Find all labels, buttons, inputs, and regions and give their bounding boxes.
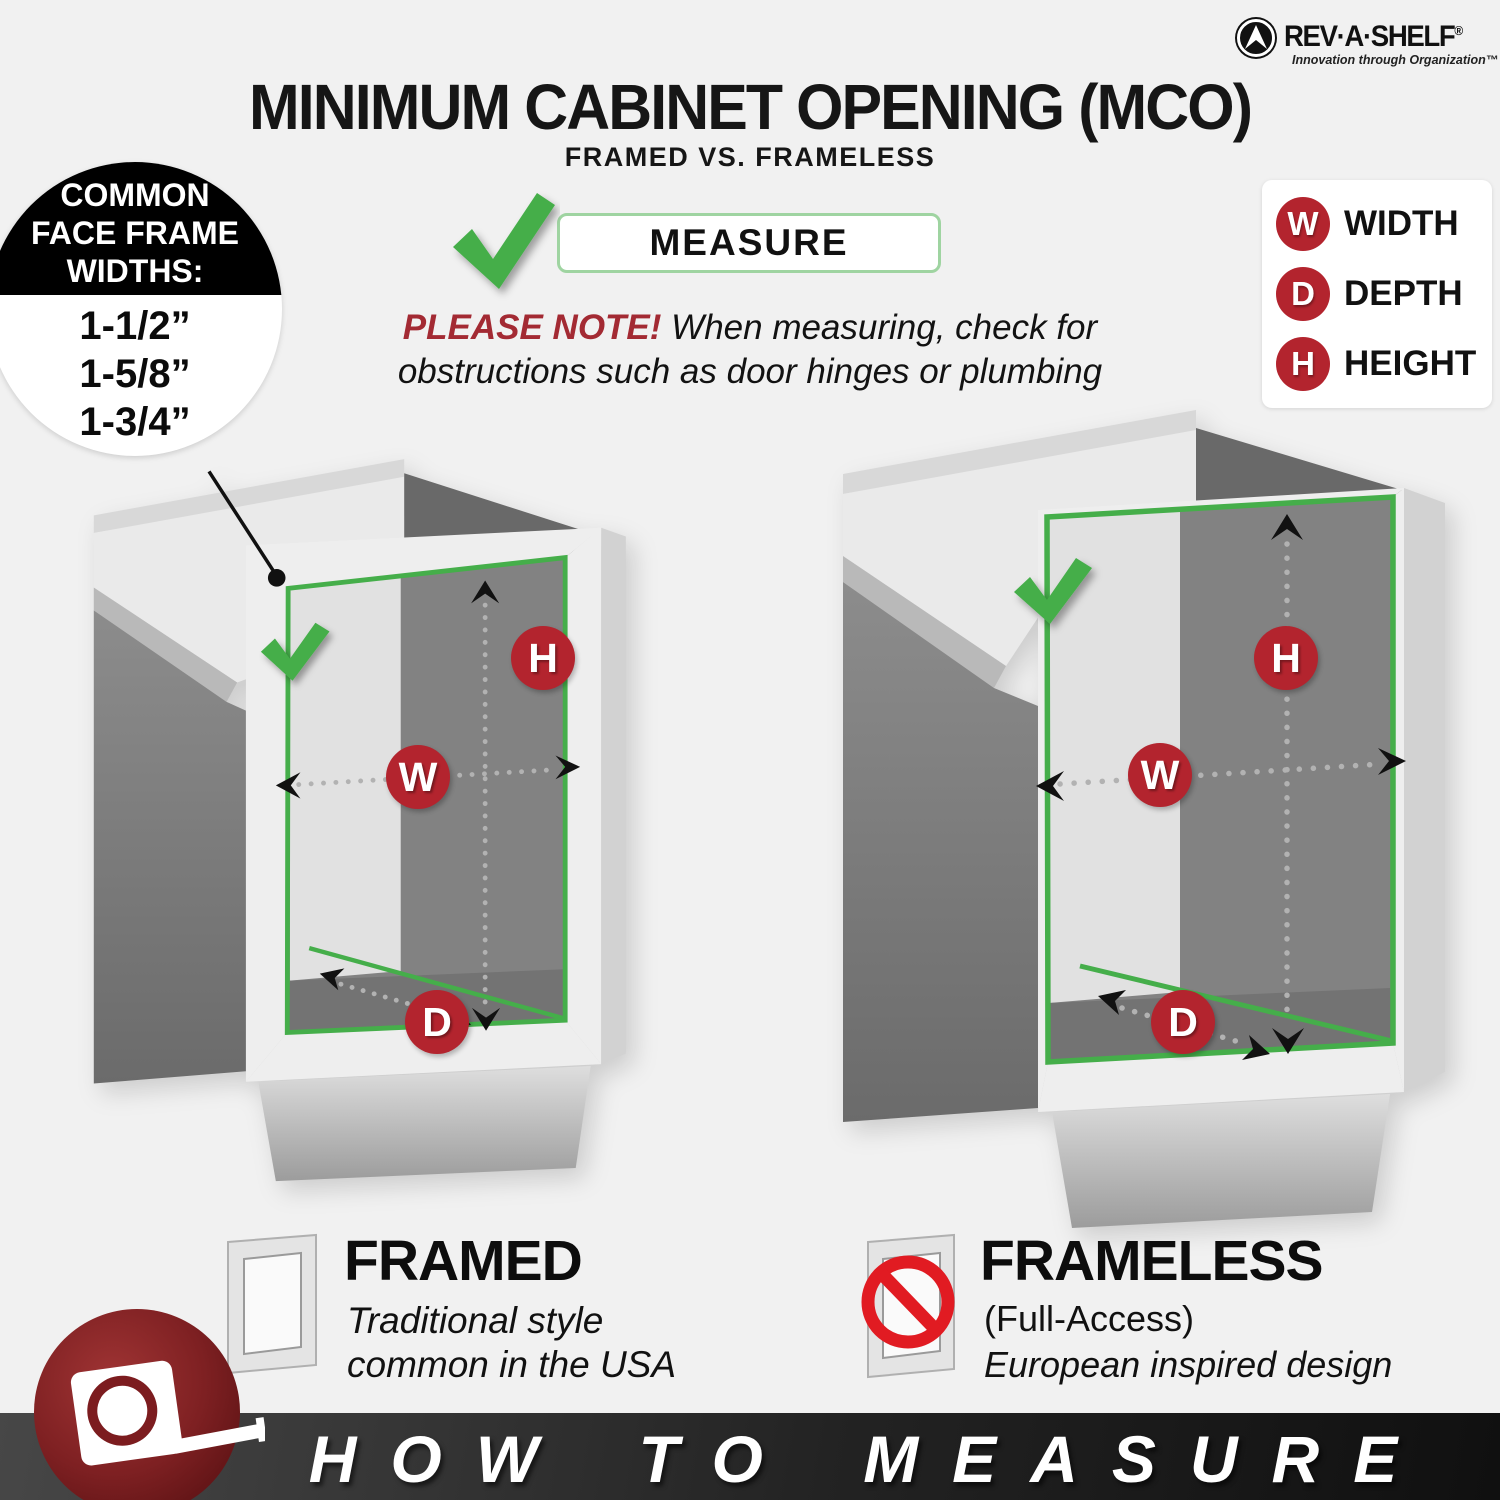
logo-tagline: Innovation through Organization™ <box>1292 53 1499 67</box>
framed-description: Traditional style <box>347 1300 604 1341</box>
framed-description: common in the USA <box>347 1344 677 1385</box>
frameless-cabinet-diagram <box>825 400 1450 1235</box>
rev-a-shelf-logo <box>1232 12 1499 70</box>
page-subtitle: FRAMED VS. FRAMELESS <box>564 142 936 172</box>
frameless-description: European inspired design <box>984 1344 1393 1385</box>
legend-row-depth: D DEPTH <box>1276 266 1463 322</box>
width-marker-frameless: W <box>1128 743 1192 807</box>
footer-title: HOW TO MEASURE <box>308 1422 1432 1496</box>
badge-heading: COMMON FACE FRAME WIDTHS: <box>31 177 239 289</box>
frameless-no-frame-icon <box>856 1226 976 1382</box>
legend-row-height: H HEIGHT <box>1276 336 1476 392</box>
width-marker-framed: W <box>386 745 450 809</box>
height-marker-framed: H <box>511 626 575 690</box>
note-text: PLEASE NOTE! When measuring, check for obstructions such as door hinges or plumbing <box>397 308 1103 391</box>
frameless-subtitle: (Full-Access) <box>984 1298 1195 1339</box>
frameless-title: FRAMELESS <box>980 1229 1323 1293</box>
framed-title: FRAMED <box>344 1229 582 1293</box>
height-marker-frameless: H <box>1254 626 1318 690</box>
width-value: 1-3/4” <box>79 400 191 444</box>
width-value: 1-1/2” <box>79 304 191 348</box>
note-highlight: PLEASE NOTE! <box>402 308 662 347</box>
depth-marker-framed: D <box>405 990 469 1054</box>
tape-measure-icon <box>30 1305 265 1500</box>
legend-row-width: W WIDTH <box>1276 196 1459 252</box>
dimension-legend <box>1262 180 1492 408</box>
height-badge-icon: H <box>1276 337 1330 391</box>
measure-label: MEASURE <box>649 222 849 263</box>
page-title: MINIMUM CABINET OPENING (MCO) <box>248 71 1252 143</box>
width-value: 1-5/8” <box>79 352 191 396</box>
logo-mark-icon <box>1232 12 1280 60</box>
depth-marker-frameless: D <box>1151 990 1215 1054</box>
width-badge-icon: W <box>1276 197 1330 251</box>
framed-cabinet-diagram <box>85 400 705 1235</box>
logo-wordmark: REV·A·SHELF® <box>1284 20 1462 53</box>
registered-mark: ® <box>1454 23 1462 38</box>
depth-badge-icon: D <box>1276 267 1330 321</box>
checkmark-icon <box>445 185 560 305</box>
measure-banner <box>557 213 941 273</box>
